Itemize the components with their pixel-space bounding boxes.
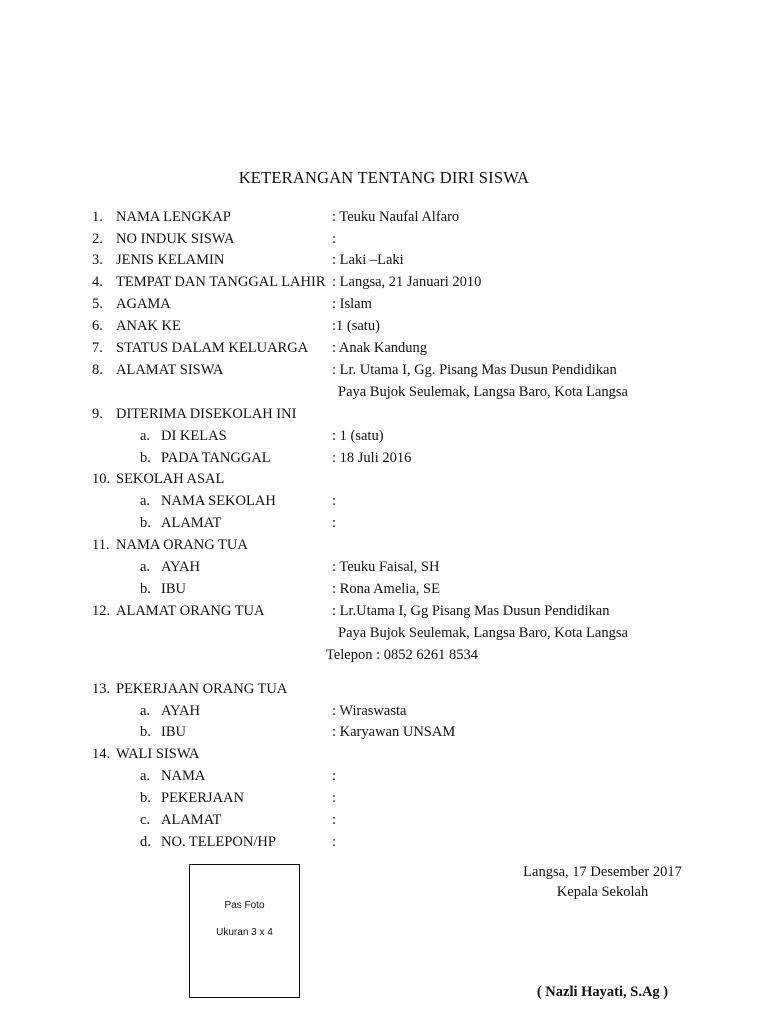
field-label: ALAMAT	[161, 812, 222, 828]
row-number: b.	[140, 724, 151, 740]
field-value: : Langsa, 21 Januari 2010	[332, 274, 482, 290]
field-value: :	[332, 812, 337, 828]
field-value: :	[332, 515, 337, 531]
row-number: b.	[140, 790, 151, 806]
field-label: NO INDUK SISWA	[116, 231, 235, 247]
field-label: NO. TELEPON/HP	[161, 834, 276, 850]
field-label: SEKOLAH ASAL	[116, 471, 225, 487]
photo-label: Pas Foto	[224, 900, 265, 911]
field-value: : Wiraswasta	[332, 703, 407, 719]
field-value: : Teuku Naufal Alfaro	[332, 209, 460, 225]
field-label: DI KELAS	[161, 428, 227, 444]
row-number: 10.	[92, 471, 111, 487]
row-number: 7.	[92, 340, 103, 356]
field-value: : Teuku Faisal, SH	[332, 559, 440, 575]
field-label: NAMA LENGKAP	[116, 209, 231, 225]
field-label: PADA TANGGAL	[161, 450, 271, 466]
signature-place-date: Langsa, 17 Desember 2017	[523, 864, 682, 880]
field-value: :	[332, 790, 337, 806]
field-label: AGAMA	[116, 296, 171, 312]
field-label: TEMPAT DAN TANGGAL LAHIR	[116, 274, 326, 290]
field-label: WALI SISWA	[116, 746, 200, 762]
field-value: : Lr. Utama I, Gg. Pisang Mas Dusun Pendidikan	[332, 362, 617, 378]
row-number: 5.	[92, 296, 103, 312]
row-number: 8.	[92, 362, 103, 378]
row-number: 9.	[92, 406, 103, 422]
row-number: b.	[140, 515, 151, 531]
field-label: ANAK KE	[116, 318, 181, 334]
row-number: 14.	[92, 746, 111, 762]
row-number: a.	[140, 428, 151, 444]
field-value: Telepon : 0852 6261 8534	[326, 647, 479, 663]
field-value: :	[332, 768, 337, 784]
photo-placeholder-box	[189, 864, 300, 998]
field-value: :1 (satu)	[332, 318, 380, 334]
field-label: NAMA ORANG TUA	[116, 537, 248, 553]
field-value: :	[332, 493, 337, 509]
row-number: b.	[140, 581, 151, 597]
row-number: 6.	[92, 318, 103, 334]
field-value: : Anak Kandung	[332, 340, 428, 356]
field-value: Paya Bujok Seulemak, Langsa Baro, Kota Langsa	[338, 384, 628, 400]
field-label: IBU	[161, 724, 186, 740]
row-number: 1.	[92, 209, 103, 225]
row-number: d.	[140, 834, 151, 850]
row-number: a.	[140, 493, 151, 509]
field-value: : Islam	[332, 296, 372, 312]
field-value: : Laki –Laki	[332, 252, 404, 268]
field-value: : 1 (satu)	[332, 428, 384, 444]
row-number: 3.	[92, 252, 103, 268]
field-value: :	[332, 834, 337, 850]
field-label: AYAH	[161, 559, 200, 575]
field-label: IBU	[161, 581, 186, 597]
field-value: Paya Bujok Seulemak, Langsa Baro, Kota Langsa	[338, 625, 628, 641]
field-label: JENIS KELAMIN	[116, 252, 225, 268]
row-number: 13.	[92, 681, 111, 697]
document-title: KETERANGAN TENTANG DIRI SISWA	[238, 168, 530, 187]
field-label: ALAMAT SISWA	[116, 362, 224, 378]
field-value: :	[332, 231, 337, 247]
field-label: ALAMAT ORANG TUA	[116, 603, 265, 619]
row-number: a.	[140, 768, 151, 784]
row-number: b.	[140, 450, 151, 466]
row-number: 2.	[92, 231, 103, 247]
field-value: : Karyawan UNSAM	[332, 724, 456, 740]
field-value: : Rona Amelia, SE	[332, 581, 440, 597]
row-number: a.	[140, 703, 151, 719]
field-label: STATUS DALAM KELUARGA	[116, 340, 309, 356]
field-value: : Lr.Utama I, Gg Pisang Mas Dusun Pendidikan	[332, 603, 610, 619]
field-label: PEKERJAAN	[161, 790, 244, 806]
field-label: NAMA	[161, 768, 206, 784]
field-value: : 18 Juli 2016	[332, 450, 412, 466]
field-label: AYAH	[161, 703, 200, 719]
signature-name: ( Nazli Hayati, S.Ag )	[536, 984, 669, 1000]
row-number: a.	[140, 559, 151, 575]
photo-size-label: Ukuran 3 x 4	[216, 927, 273, 938]
field-label: DITERIMA DISEKOLAH INI	[116, 406, 297, 422]
signature-position: Kepala Sekolah	[556, 884, 649, 900]
row-number: 11.	[92, 537, 110, 553]
field-label: ALAMAT	[161, 515, 222, 531]
field-label: PEKERJAAN ORANG TUA	[116, 681, 288, 697]
field-label: NAMA SEKOLAH	[161, 493, 276, 509]
row-number: c.	[140, 812, 151, 828]
row-number: 4.	[92, 274, 103, 290]
row-number: 12.	[92, 603, 111, 619]
